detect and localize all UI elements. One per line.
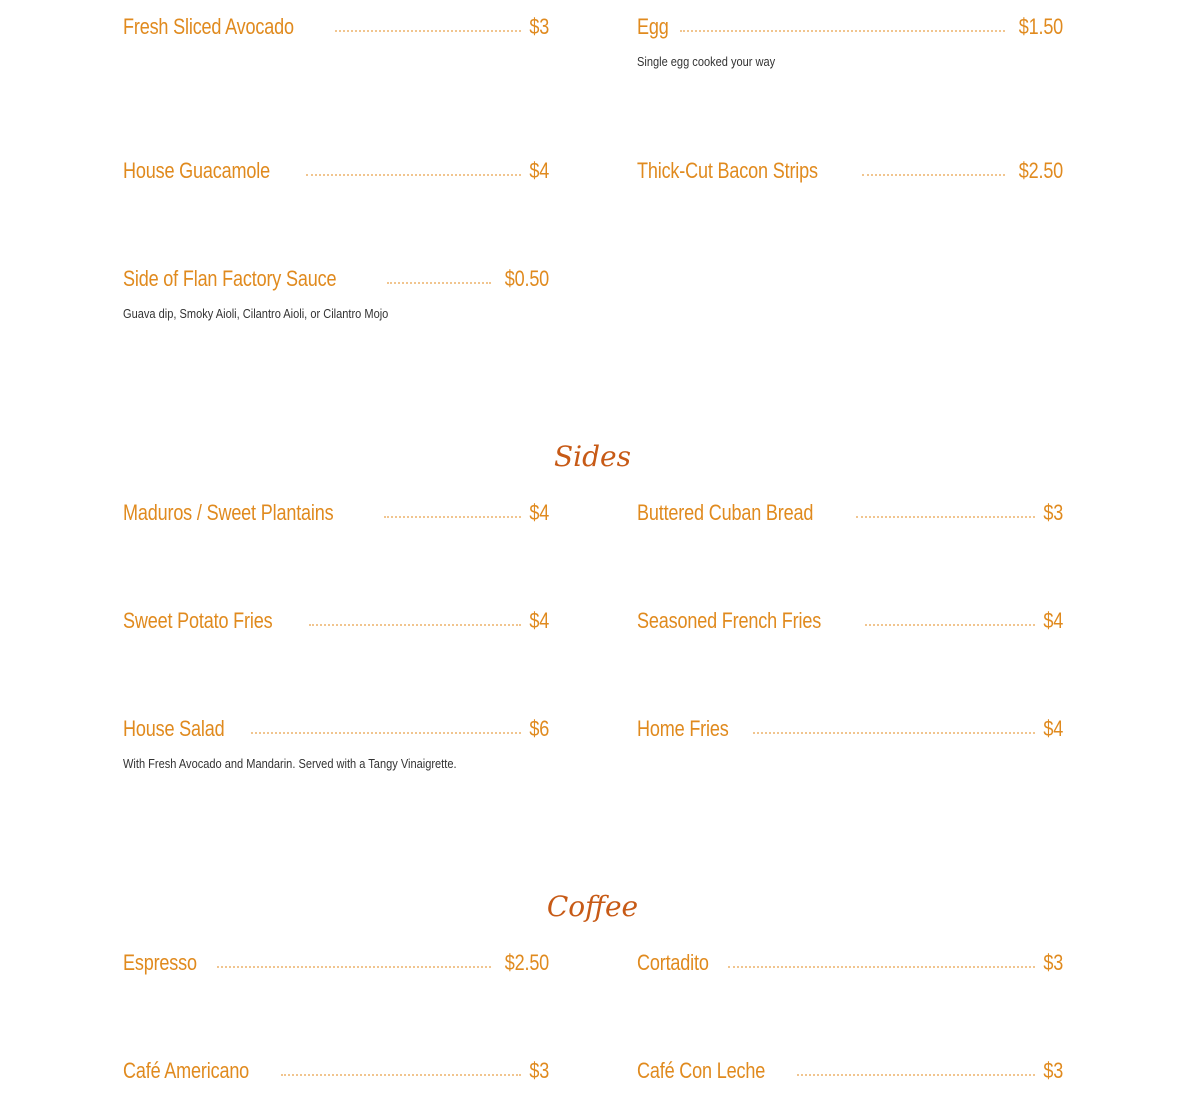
item-name: Thick-Cut Bacon Strips [637, 158, 818, 183]
item-price: $2.50 [1018, 158, 1063, 183]
item-name: Sweet Potato Fries [123, 608, 273, 633]
menu-item [123, 716, 549, 771]
item-description: Single egg cooked your way [637, 54, 776, 69]
menu-item [123, 1058, 549, 1086]
item-price: $2.50 [504, 950, 549, 975]
menu-item [637, 500, 1063, 528]
item-price: $3 [529, 14, 549, 39]
item-name: Seasoned French Fries [637, 608, 822, 633]
dotted-leader [281, 1074, 521, 1076]
item-name: House Guacamole [123, 158, 270, 183]
item-name: Egg [637, 14, 669, 39]
item-name: Espresso [123, 950, 197, 975]
menu-item [123, 608, 549, 636]
menu-item [637, 14, 1063, 69]
dotted-leader [306, 174, 521, 176]
section-title-coffee: Coffee [546, 890, 639, 923]
section-title-sides: Sides [554, 440, 631, 473]
dotted-leader [309, 624, 521, 626]
item-name: Side of Flan Factory Sauce [123, 266, 337, 291]
item-price: $3 [1043, 1058, 1063, 1083]
item-name: House Salad [123, 716, 225, 741]
dotted-leader [856, 516, 1035, 518]
menu-item [123, 266, 549, 321]
menu-item [637, 950, 1063, 978]
menu-item [637, 716, 1063, 744]
item-price: $4 [1043, 608, 1063, 633]
item-name: Maduros / Sweet Plantains [123, 500, 334, 525]
item-price: $3 [1043, 950, 1063, 975]
menu-item [123, 950, 549, 978]
item-price: $4 [529, 608, 549, 633]
item-price: $4 [529, 158, 549, 183]
item-price: $0.50 [504, 266, 549, 291]
item-price: $3 [529, 1058, 549, 1083]
dotted-leader [335, 30, 521, 32]
menu-item [123, 158, 549, 186]
dotted-leader [217, 966, 491, 968]
item-name: Café Con Leche [637, 1058, 766, 1083]
item-description: With Fresh Avocado and Mandarin. Served with a Tangy Vinaigrette. [123, 756, 457, 771]
item-name: Fresh Sliced Avocado [123, 14, 294, 39]
dotted-leader [753, 732, 1035, 734]
dotted-leader [384, 516, 521, 518]
item-description: Guava dip, Smoky Aioli, Cilantro Aioli, or Cilantro Mojo [123, 306, 389, 321]
item-price: $4 [529, 500, 549, 525]
menu-item [637, 158, 1063, 186]
menu-item [123, 500, 549, 528]
dotted-leader [797, 1074, 1035, 1076]
item-name: Cortadito [637, 950, 709, 975]
dotted-leader [387, 282, 491, 284]
dotted-leader [680, 30, 1005, 32]
item-price: $6 [529, 716, 549, 741]
dotted-leader [865, 624, 1034, 626]
menu-item [637, 1058, 1063, 1086]
item-name: Buttered Cuban Bread [637, 500, 814, 525]
menu-item [123, 14, 549, 42]
dotted-leader [251, 732, 521, 734]
menu-item [637, 608, 1063, 636]
item-price: $3 [1043, 500, 1063, 525]
item-price: $1.50 [1018, 14, 1063, 39]
dotted-leader [728, 966, 1034, 968]
item-name: Home Fries [637, 716, 729, 741]
item-price: $4 [1043, 716, 1063, 741]
item-name: Café Americano [123, 1058, 250, 1083]
dotted-leader [862, 174, 1005, 176]
